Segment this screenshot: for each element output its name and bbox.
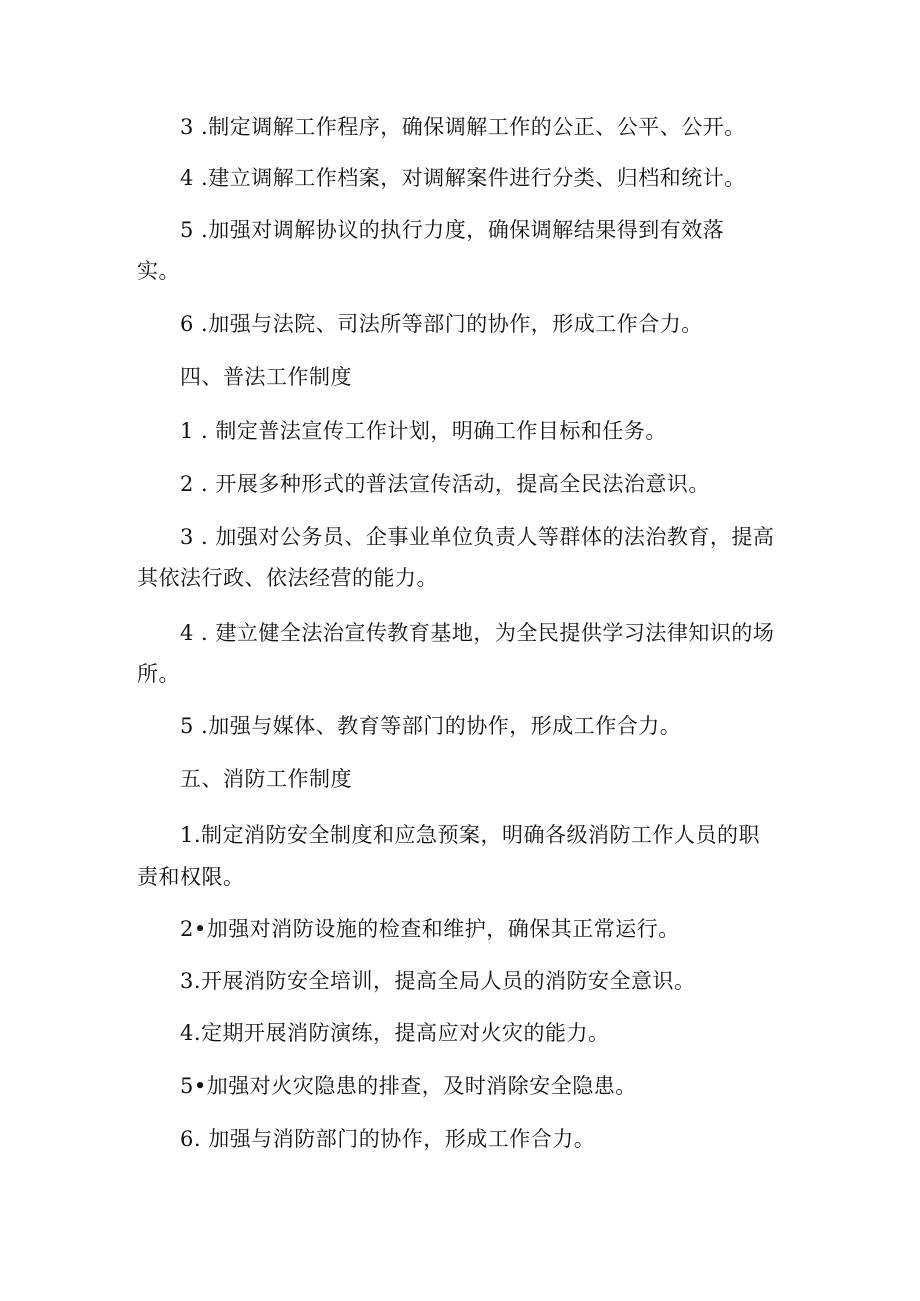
- paragraph-legal-base: 4 . 建立健全法治宣传教育基地，为全民提供学习法律知识的场: [180, 621, 775, 645]
- paragraph-mediation-enforcement: 5 .加强对调解协议的执行力度，确保调解结果得到有效落: [180, 218, 725, 242]
- paragraph-fire-plan: 1.制定消防安全制度和应急预案，明确各级消防工作人员的职: [180, 823, 761, 847]
- paragraph-legal-activities: 2 . 开展多种形式的普法宣传活动，提高全民法治意识。: [180, 472, 710, 496]
- paragraph-fire-hazards: 5•加强对火灾隐患的排查，及时消除安全隐患。: [180, 1074, 637, 1098]
- paragraph-fire-cooperation: 6. 加强与消防部门的协作，形成工作合力。: [180, 1127, 596, 1151]
- paragraph-fire-plan-cont: 责和权限。: [137, 865, 245, 889]
- paragraph-mediation-enforcement-cont: 实。: [137, 259, 180, 283]
- paragraph-mediation-procedure: 3 .制定调解工作程序，确保调解工作的公正、公平、公开。: [180, 115, 746, 139]
- paragraph-legal-plan: 1 . 制定普法宣传工作计划，明确工作目标和任务。: [180, 419, 667, 443]
- paragraph-fire-drills: 4.定期开展消防演练，提高应对火灾的能力。: [180, 1021, 610, 1045]
- section-heading-fire-safety: 五、消防工作制度: [180, 767, 352, 791]
- paragraph-mediation-cooperation: 6 .加强与法院、司法所等部门的协作，形成工作合力。: [180, 312, 703, 336]
- paragraph-legal-base-cont: 所。: [137, 662, 180, 686]
- paragraph-fire-inspection: 2•加强对消防设施的检查和维护，确保其正常运行。: [180, 917, 680, 941]
- paragraph-legal-training: 3 . 加强对公务员、企事业单位负责人等群体的法治教育，提高: [180, 525, 775, 549]
- section-heading-legal-education: 四、普法工作制度: [180, 365, 352, 389]
- paragraph-legal-cooperation: 5 .加强与媒体、教育等部门的协作，形成工作合力。: [180, 714, 682, 738]
- paragraph-mediation-archive: 4 .建立调解工作档案，对调解案件进行分类、归档和统计。: [180, 166, 746, 190]
- paragraph-legal-training-cont: 其依法行政、依法经营的能力。: [137, 566, 438, 590]
- paragraph-fire-training: 3.开展消防安全培训，提高全局人员的消防安全意识。: [180, 969, 696, 993]
